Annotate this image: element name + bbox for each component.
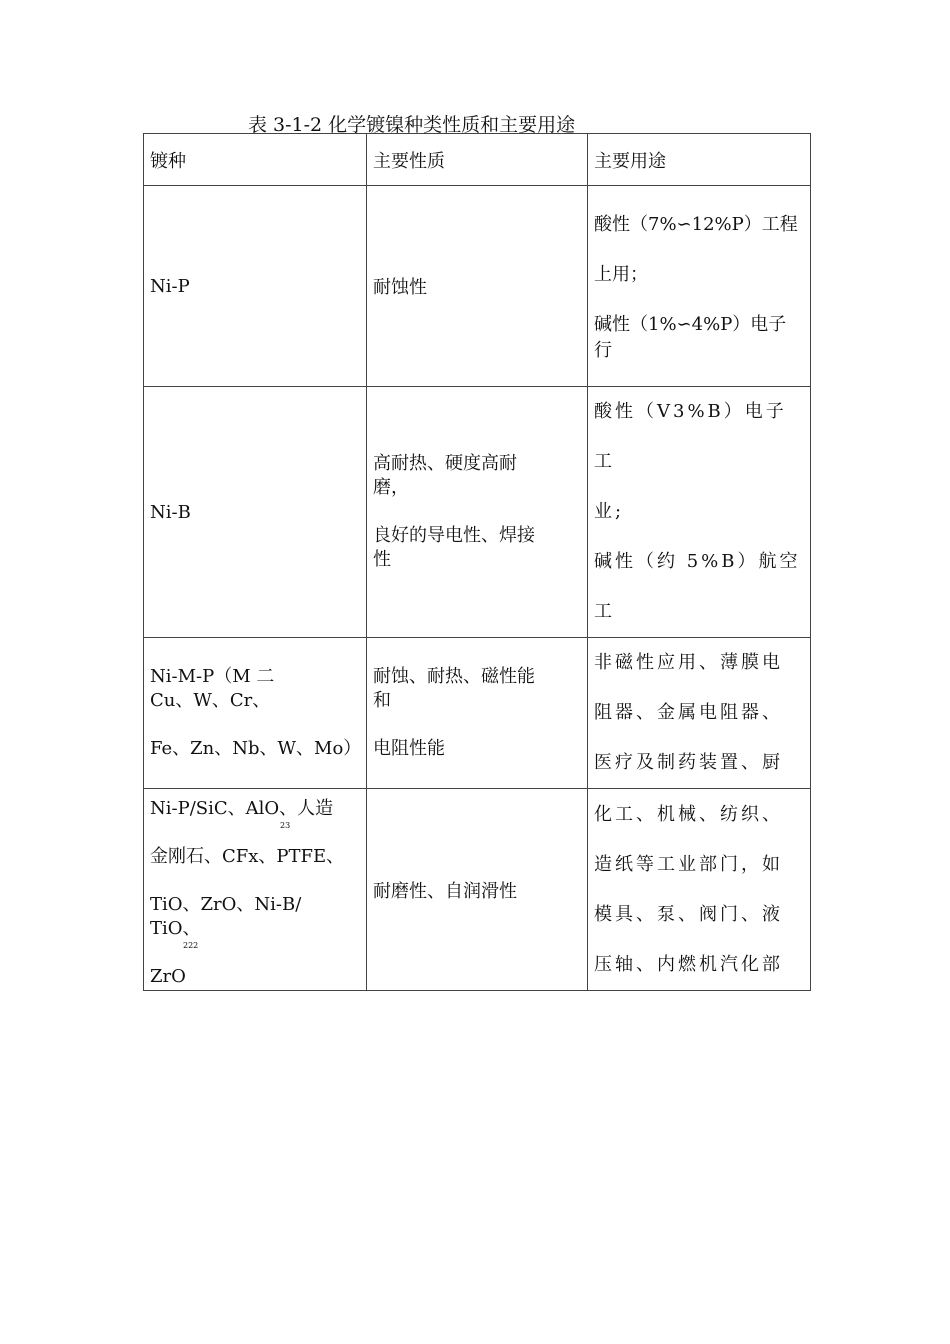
cell-type: Ni-B	[144, 387, 367, 638]
type-line: ZrO	[150, 966, 186, 987]
header-usage: 主要用途	[588, 134, 811, 186]
table-row	[144, 638, 811, 789]
cell-usage	[588, 387, 811, 638]
cell-property: 耐磨性、自润滑性	[367, 789, 588, 991]
cell-usage	[588, 186, 811, 387]
usage-line: 造纸等工业部门，如	[594, 853, 783, 875]
cell-type: Ni-P	[144, 186, 367, 387]
usage-line: 医疗及制药装置、厨	[594, 752, 783, 773]
table-row	[144, 186, 811, 387]
usage-line: 模具、泵、阀门、液	[594, 903, 783, 925]
usage-line: 化工、机械、纺织、	[594, 803, 783, 825]
usage-line: 碱性（1%∽4%P）电子	[594, 314, 787, 335]
property-line: 电阻性能	[373, 738, 445, 759]
header-row	[144, 134, 811, 186]
usage-line: 上用；	[594, 264, 648, 285]
type-line: Cu、W、Cr、	[150, 690, 271, 711]
usage-line: 非磁性应用、薄膜电	[594, 652, 783, 673]
cell-property: 耐蚀性	[367, 186, 588, 387]
type-line: Fe、Zn、Nb、W、Mo）	[150, 738, 362, 759]
property-line: 和	[373, 690, 391, 711]
property-line: 耐蚀、耐热、磁性能	[373, 666, 535, 687]
cell-property	[367, 638, 588, 789]
usage-line: 压轴、内燃机汽化部	[594, 953, 783, 975]
property-line: 性	[373, 549, 391, 570]
usage-line: 酸性（V3%B）电子工	[594, 401, 787, 472]
type-line: TiO、	[150, 918, 201, 939]
cell-type	[144, 638, 367, 789]
property-line: 良好的导电性、焊接	[373, 525, 535, 546]
type-line: 金刚石、CFx、PTFE、	[150, 846, 345, 867]
type-line: TiO、ZrO、Ni-B/	[150, 894, 302, 915]
usage-line: 碱性（约 5%B）航空工	[594, 551, 801, 622]
type-line: Ni-M-P（M 二	[150, 666, 275, 687]
cell-usage	[588, 638, 811, 789]
subscript-text: 222	[183, 941, 199, 950]
table-row	[144, 789, 811, 991]
usage-line: 酸性（7%∽12%P）工程	[594, 214, 798, 235]
cell-property	[367, 387, 588, 638]
property-line: 高耐热、硬度高耐	[373, 453, 517, 474]
table-row	[144, 387, 811, 638]
header-type: 镀种	[144, 134, 367, 186]
property-line: 磨，	[373, 477, 409, 498]
nickel-plating-table	[143, 133, 811, 991]
cell-type	[144, 789, 367, 991]
type-line: Ni-P/SiC、AlO、人造	[150, 798, 334, 819]
subscript-text: 23	[280, 821, 291, 830]
usage-line: 业;	[594, 501, 625, 522]
cell-usage	[588, 789, 811, 991]
usage-line: 行	[594, 340, 612, 361]
usage-line: 阻器、金属电阻器、	[594, 702, 783, 723]
table-caption: 表 3-1-2 化学镀镍种类性质和主要用途	[248, 114, 576, 136]
header-property: 主要性质	[367, 134, 588, 186]
